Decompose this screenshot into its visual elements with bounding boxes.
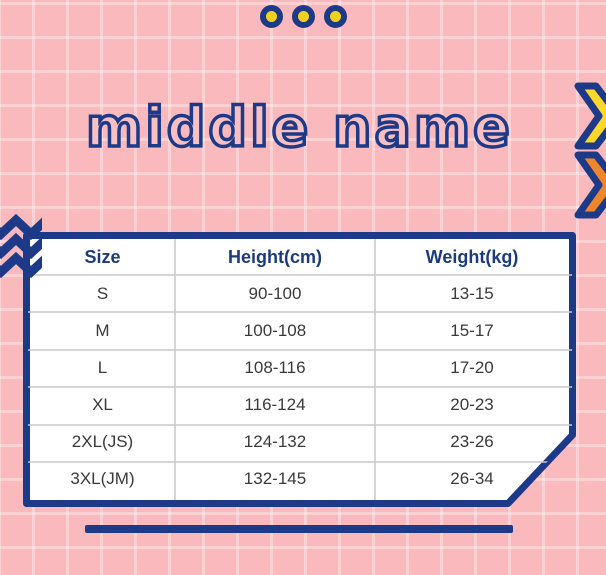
weight-cell: 23-26 (450, 431, 494, 451)
weight-cell: 20-23 (450, 394, 494, 414)
bullseye-dot-icon (260, 5, 283, 28)
height-cell: 132-145 (243, 468, 307, 488)
height-cell: 124-132 (243, 431, 307, 451)
size-cell: 3XL(JM) (70, 468, 135, 488)
chevron-right-orange-icon (573, 150, 606, 220)
size-cell: M (95, 320, 110, 340)
bullseye-dot-icon (292, 5, 315, 28)
column-header-size: Size (84, 246, 121, 267)
table-row (30, 275, 569, 312)
size-cell: S (96, 283, 109, 303)
table-row (30, 423, 569, 460)
height-cell: 108-116 (244, 357, 306, 377)
table-row (30, 386, 569, 423)
bottom-accent-bar (85, 525, 513, 533)
size-cell: 2XL(JS) (71, 431, 134, 451)
chevron-right-yellow-icon (573, 81, 606, 151)
column-header-weight: Weight(kg) (425, 246, 519, 267)
weight-cell: 15-17 (450, 320, 494, 340)
bullseye-dot-icon (324, 5, 347, 28)
height-cell: 116-124 (244, 394, 306, 414)
weight-cell: 17-20 (450, 357, 494, 377)
size-cell: L (97, 357, 108, 377)
table-row (30, 460, 569, 497)
table-header-row (30, 239, 569, 275)
table-row (30, 349, 569, 386)
top-dots-row (260, 5, 347, 28)
height-cell: 100-108 (243, 320, 307, 340)
table-row (30, 312, 569, 349)
page-title: middle name (86, 96, 513, 159)
size-cell: XL (92, 394, 113, 414)
zigzag-down-icon (0, 214, 42, 284)
height-cell: 90-100 (248, 283, 302, 303)
size-table (30, 239, 569, 497)
column-header-height: Height(cm) (228, 246, 322, 267)
weight-cell: 13-15 (450, 283, 494, 303)
weight-cell: 26-34 (450, 468, 494, 488)
